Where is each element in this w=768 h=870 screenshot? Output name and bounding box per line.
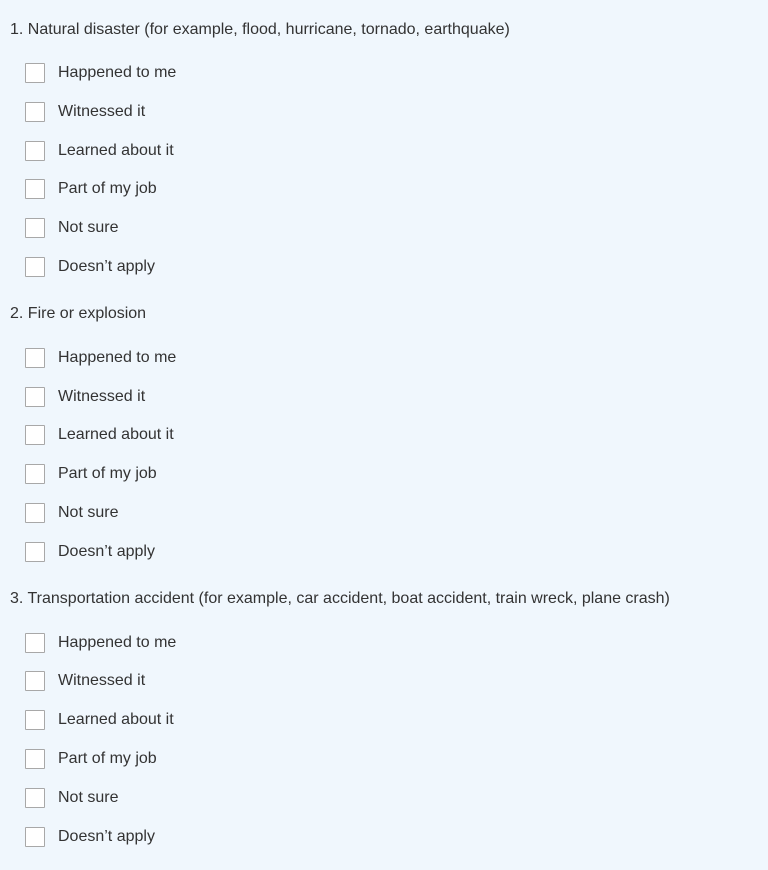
checkbox[interactable] xyxy=(25,179,45,199)
option-label: Learned about it xyxy=(58,142,174,159)
option-doesnt-apply[interactable] xyxy=(25,256,155,278)
option-label: Part of my job xyxy=(58,180,157,197)
option-witnessed-it[interactable] xyxy=(25,670,145,692)
option-label: Doesn’t apply xyxy=(58,543,155,560)
checkbox[interactable] xyxy=(25,387,45,407)
option-label: Learned about it xyxy=(58,426,174,443)
checkbox[interactable] xyxy=(25,710,45,730)
checkbox[interactable] xyxy=(25,633,45,653)
checkbox[interactable] xyxy=(25,503,45,523)
option-doesnt-apply[interactable] xyxy=(25,541,155,563)
option-happened-to-me[interactable] xyxy=(25,62,176,84)
option-label: Happened to me xyxy=(58,634,177,651)
option-label: Doesn’t apply xyxy=(58,828,155,845)
checkbox[interactable] xyxy=(25,218,45,238)
option-label: Witnessed it xyxy=(58,388,146,405)
question-title: 1. Natural disaster (for example, flood, hurricane, tornado, earthquake) xyxy=(10,21,510,38)
checkbox[interactable] xyxy=(25,425,45,445)
option-learned-about-it[interactable] xyxy=(25,140,174,162)
checkbox[interactable] xyxy=(25,749,45,769)
question-title: 2. Fire or explosion xyxy=(10,305,147,322)
option-label: Witnessed it xyxy=(58,103,146,120)
option-label: Learned about it xyxy=(58,711,174,728)
checkbox[interactable] xyxy=(25,827,45,847)
checkbox[interactable] xyxy=(25,671,45,691)
question-title: 3. Transportation accident (for example, car accident, boat accident, train wreck, plane crash) xyxy=(10,590,670,607)
option-label: Part of my job xyxy=(58,465,157,482)
option-not-sure[interactable] xyxy=(25,502,118,524)
option-witnessed-it[interactable] xyxy=(25,386,145,408)
option-happened-to-me[interactable] xyxy=(25,632,176,654)
option-not-sure[interactable] xyxy=(25,217,118,239)
option-label: Happened to me xyxy=(58,349,177,366)
option-label: Not sure xyxy=(58,219,119,236)
option-happened-to-me[interactable] xyxy=(25,347,176,369)
option-part-of-my-job[interactable] xyxy=(25,463,157,485)
checkbox[interactable] xyxy=(25,348,45,368)
option-label: Not sure xyxy=(58,789,119,806)
checkbox[interactable] xyxy=(25,788,45,808)
option-not-sure[interactable] xyxy=(25,787,118,809)
option-witnessed-it[interactable] xyxy=(25,101,145,123)
option-part-of-my-job[interactable] xyxy=(25,178,157,200)
option-learned-about-it[interactable] xyxy=(25,709,174,731)
checkbox[interactable] xyxy=(25,464,45,484)
option-label: Witnessed it xyxy=(58,672,146,689)
option-label: Doesn’t apply xyxy=(58,258,155,275)
option-label: Not sure xyxy=(58,504,119,521)
checkbox[interactable] xyxy=(25,257,45,277)
option-doesnt-apply[interactable] xyxy=(25,826,155,848)
checkbox[interactable] xyxy=(25,102,45,122)
checkbox[interactable] xyxy=(25,141,45,161)
option-label: Part of my job xyxy=(58,750,157,767)
option-part-of-my-job[interactable] xyxy=(25,748,157,770)
checkbox[interactable] xyxy=(25,63,45,83)
option-learned-about-it[interactable] xyxy=(25,424,174,446)
checkbox[interactable] xyxy=(25,542,45,562)
option-label: Happened to me xyxy=(58,64,177,81)
